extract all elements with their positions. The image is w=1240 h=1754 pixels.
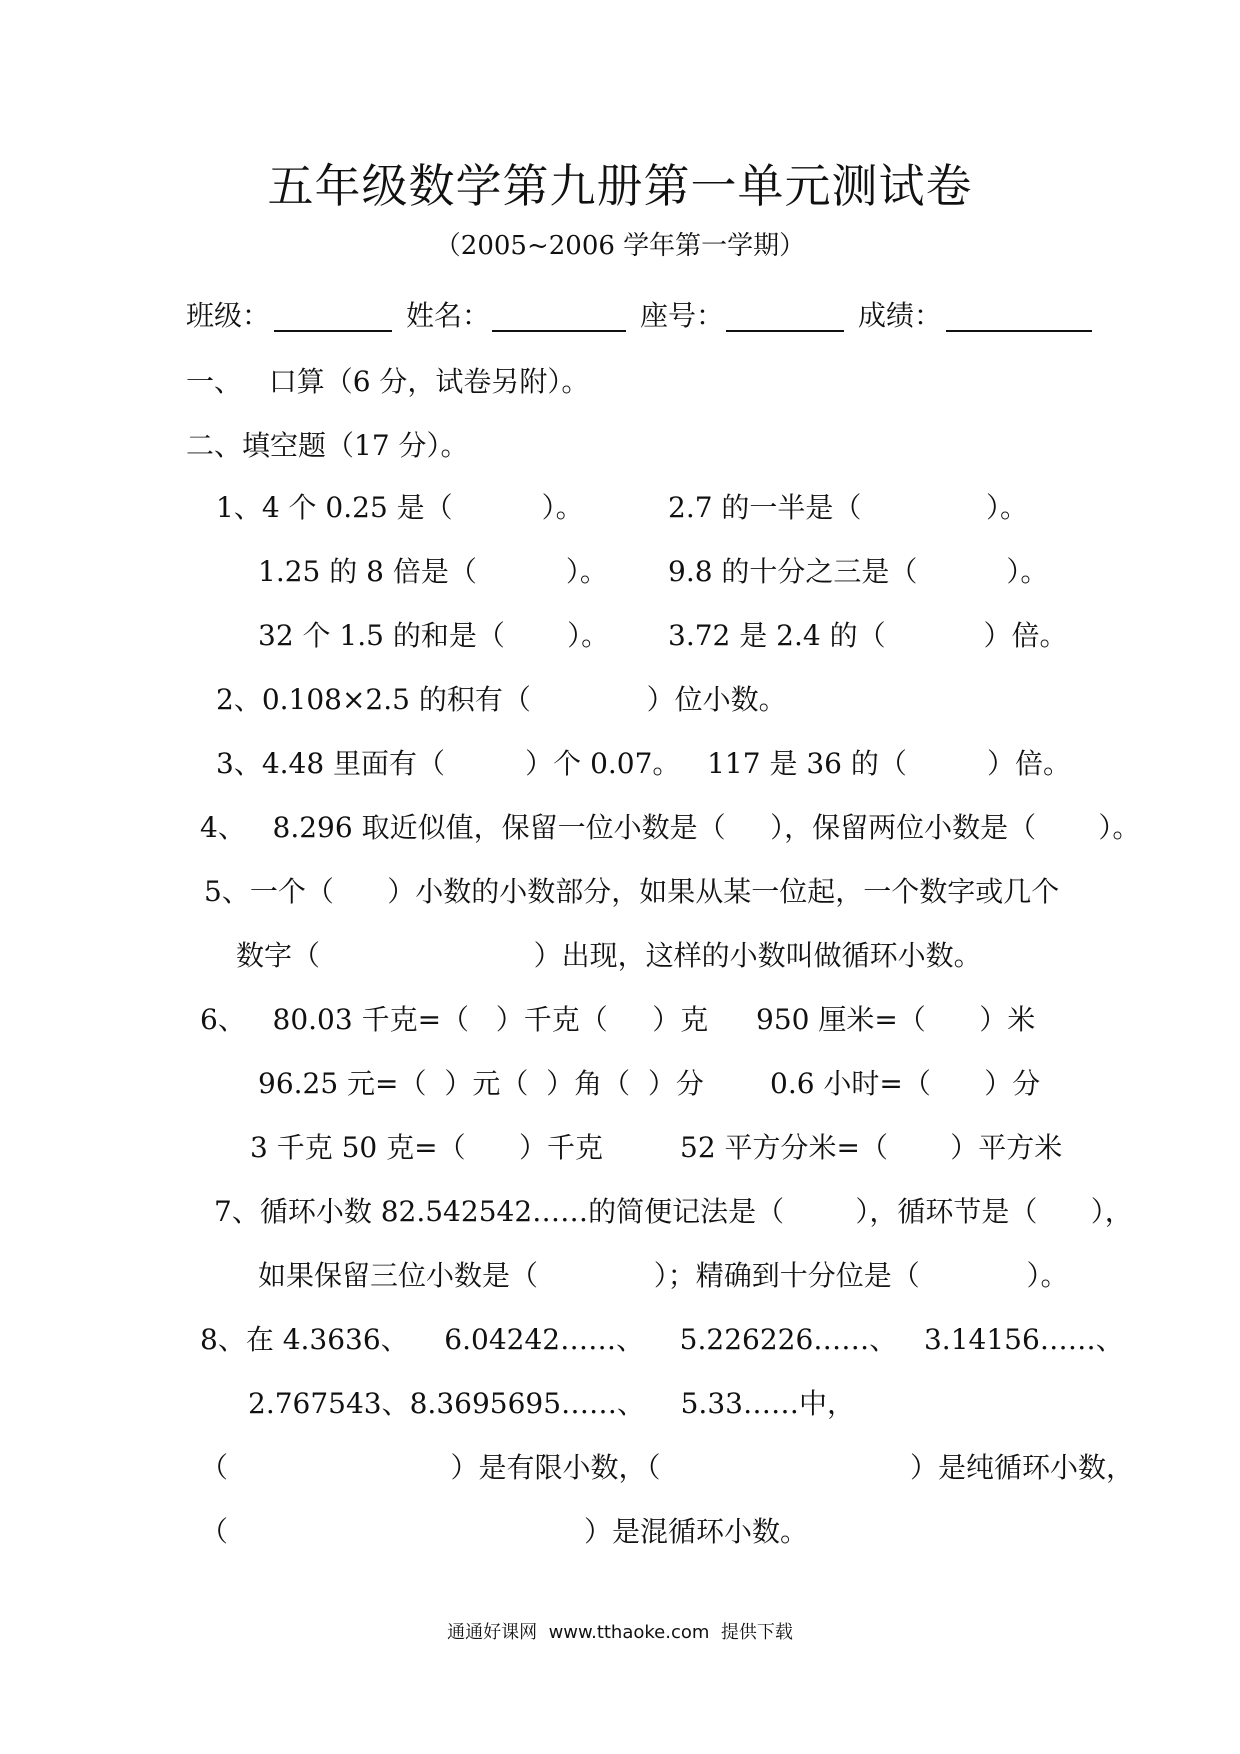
name-blank[interactable] bbox=[492, 330, 626, 332]
score-label: 成绩： bbox=[858, 299, 943, 332]
seat-label: 座号： bbox=[640, 299, 725, 332]
seat-blank[interactable] bbox=[726, 330, 844, 332]
question-1-row-2-left: 1.25 的 8 倍是（ ）。 bbox=[258, 555, 608, 588]
class-label: 班级： bbox=[186, 299, 271, 332]
question-5-line-1: 5、一个（ ）小数的小数部分，如果从某一位起，一个数字或几个 bbox=[204, 875, 1060, 908]
question-1-row-3-left: 32 个 1.5 的和是（ ）。 bbox=[258, 619, 610, 652]
question-8-mixed-repeating-blank: （ ）是混循环小数。 bbox=[200, 1515, 809, 1548]
page-subtitle: （2005~2006 学年第一学期） bbox=[434, 231, 806, 261]
class-blank[interactable] bbox=[274, 330, 392, 332]
question-8-line-1: 8、在 4.3636、 6.04242……、 5.226226……、 3.14156……、 bbox=[200, 1323, 1124, 1356]
page-title: 五年级数学第九册第一单元测试卷 bbox=[267, 159, 973, 213]
score-blank[interactable] bbox=[946, 330, 1092, 332]
question-1-row-1-right: 2.7 的一半是（ ）。 bbox=[668, 491, 1029, 524]
question-8-pure-repeating-blank: ）是纯循环小数， bbox=[910, 1451, 1135, 1484]
question-6-row-3-left: 3 千克 50 克=（ ）千克 bbox=[250, 1131, 604, 1164]
question-6-row-3-right: 52 平方分米=（ ）平方米 bbox=[680, 1131, 1063, 1164]
question-6-row-2-right: 0.6 小时=（ ）分 bbox=[770, 1067, 1041, 1100]
question-6-row-1-right: 950 厘米=（ ）米 bbox=[756, 1003, 1036, 1036]
question-3: 3、4.48 里面有（ ）个 0.07。 117 是 36 的（ ）倍。 bbox=[216, 747, 1071, 780]
question-6-row-2-left: 96.25 元=（ ）元（ ）角（ ）分 bbox=[258, 1067, 704, 1100]
question-1-row-1-left: 1、4 个 0.25 是（ ）。 bbox=[216, 491, 584, 524]
page-footer: 通通好课网 www.tthaoke.com 提供下载 bbox=[447, 1622, 793, 1643]
question-1-row-3-right: 3.72 是 2.4 的（ ）倍。 bbox=[668, 619, 1068, 652]
name-label: 姓名： bbox=[406, 299, 491, 332]
section-oral-calculation: 一、 口算（6 分，试卷另附）。 bbox=[186, 365, 590, 398]
question-7-line-2: 如果保留三位小数是（ ）；精确到十分位是（ ）。 bbox=[258, 1259, 1069, 1292]
question-2: 2、0.108×2.5 的积有（ ）位小数。 bbox=[216, 683, 787, 716]
question-1-row-2-right: 9.8 的十分之三是（ ）。 bbox=[668, 555, 1049, 588]
question-4: 4、 8.296 取近似值，保留一位小数是（ ），保留两位小数是（ ）。 bbox=[200, 811, 1141, 844]
section-fill-in-blank: 二、填空题（17 分）。 bbox=[186, 429, 469, 462]
question-8-finite-blank: （ ）是有限小数，（ bbox=[200, 1451, 661, 1484]
question-8-line-2: 2.767543、8.3695695……、 5.33……中， bbox=[248, 1387, 855, 1420]
question-6-row-1-left: 6、 80.03 千克=（ ）千克（ ）克 bbox=[200, 1003, 709, 1036]
question-7-line-1: 7、循环小数 82.542542……的简便记法是（ ），循环节是（ ）， bbox=[214, 1195, 1133, 1228]
question-5-line-2: 数字（ ）出现，这样的小数叫做循环小数。 bbox=[236, 939, 982, 972]
